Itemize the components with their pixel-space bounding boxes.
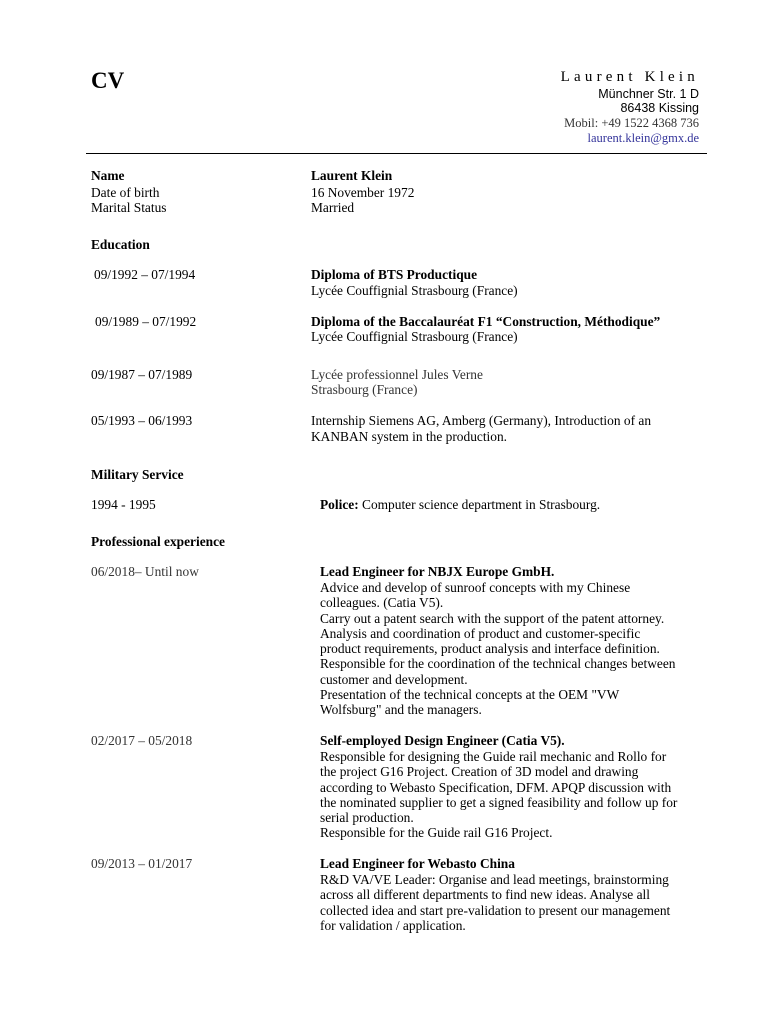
description-line: according to Webasto Specification, DFM. APQP discussion with [320,779,672,795]
education-date: 09/1987 – 07/1989 [91,367,193,382]
description-line: Responsible for the coordination of the technical changes between [320,656,676,672]
description-line: Wolfsburg" and the managers. [320,702,482,718]
education-title: Diploma of the Baccalauréat F1 “Construction, Méthodique” [311,314,661,329]
description-line: colleagues. (Catia V5). [320,595,444,611]
name-value: Laurent Klein [311,168,393,183]
description-line: Responsible for designing the Guide rail mechanic and Rollo for [320,749,667,764]
description-line: Presentation of the technical concepts at the OEM "VW [320,687,620,703]
description-line: for validation / application. [320,917,466,933]
description-line: Advice and develop of sunroof concepts with my Chinese [320,580,631,595]
description-line: Carry out a patent search with the support of the patent attorney. [320,610,665,626]
military-detail [320,497,600,512]
experience-date: 02/2017 – 05/2018 [91,733,193,748]
description-line: serial production. [320,810,414,826]
header-name: Laurent Klein [560,69,699,85]
education-detail: Lycée Couffignial Strasbourg (France) [311,329,518,344]
description-line: Analysis and coordination of product and customer-specific [320,625,641,641]
address-street: Münchner Str. 1 D [598,87,699,101]
marital-value: Married [311,200,355,215]
email-link[interactable]: laurent.klein@gmx.de [587,131,699,145]
description-line: customer and development. [320,671,468,687]
military-unit: Police: [320,497,359,512]
internship-detail: KANBAN system in the production. [311,429,508,444]
experience-title: Self-employed Design Engineer (Catia V5). [320,733,565,748]
marital-label: Marital Status [91,200,167,215]
description-line: Responsible for the Guide rail G16 Project. [320,825,553,841]
education-heading: Education [91,237,150,252]
dob-label: Date of birth [91,185,160,200]
experience-title: Lead Engineer for Webasto China [320,856,515,871]
military-date: 1994 - 1995 [91,497,156,512]
description-line: product requirements, product analysis and interface definition. [320,641,660,657]
mobile-number: Mobil: +49 1522 4368 736 [564,116,699,130]
address-city: 86438 Kissing [620,101,699,115]
cv-title: CV [91,68,125,93]
education-detail: Lycée professionnel Jules Verne [311,367,483,382]
experience-date: 09/2013 – 01/2017 [91,856,193,871]
education-detail: Strasbourg (France) [311,382,418,397]
education-date: 09/1992 – 07/1994 [94,267,196,282]
experience-date: 06/2018– Until now [91,564,199,579]
description-line: the project G16 Project. Creation of 3D model and drawing [320,764,639,780]
internship-date: 05/1993 – 06/1993 [91,413,193,428]
education-detail: Lycée Couffignial Strasbourg (France) [311,283,518,298]
education-title: Diploma of BTS Productique [311,267,478,282]
experience-title: Lead Engineer for NBJX Europe GmbH. [320,564,555,579]
experience-description [320,749,677,841]
name-label: Name [91,168,125,183]
military-heading: Military Service [91,467,184,482]
experience-description [320,872,670,933]
internship-detail: Internship Siemens AG, Amberg (Germany), Introduction of an [311,413,652,428]
dob-value: 16 November 1972 [311,185,415,200]
military-description: Computer science department in Strasbourg. [358,497,601,512]
header-divider [86,153,707,154]
description-line: collected idea and start pre-validation to present our management [320,902,671,918]
description-line: R&D VA/VE Leader: Organise and lead meetings, brainstorming [320,872,669,887]
education-date: 09/1989 – 07/1992 [95,314,197,329]
experience-heading: Professional experience [91,534,225,549]
description-line: across all different departments to find new ideas. Analyse all [320,887,650,903]
description-line: the nominated supplier to get a signed feasibility and follow up for [320,794,678,810]
experience-description [320,580,675,718]
